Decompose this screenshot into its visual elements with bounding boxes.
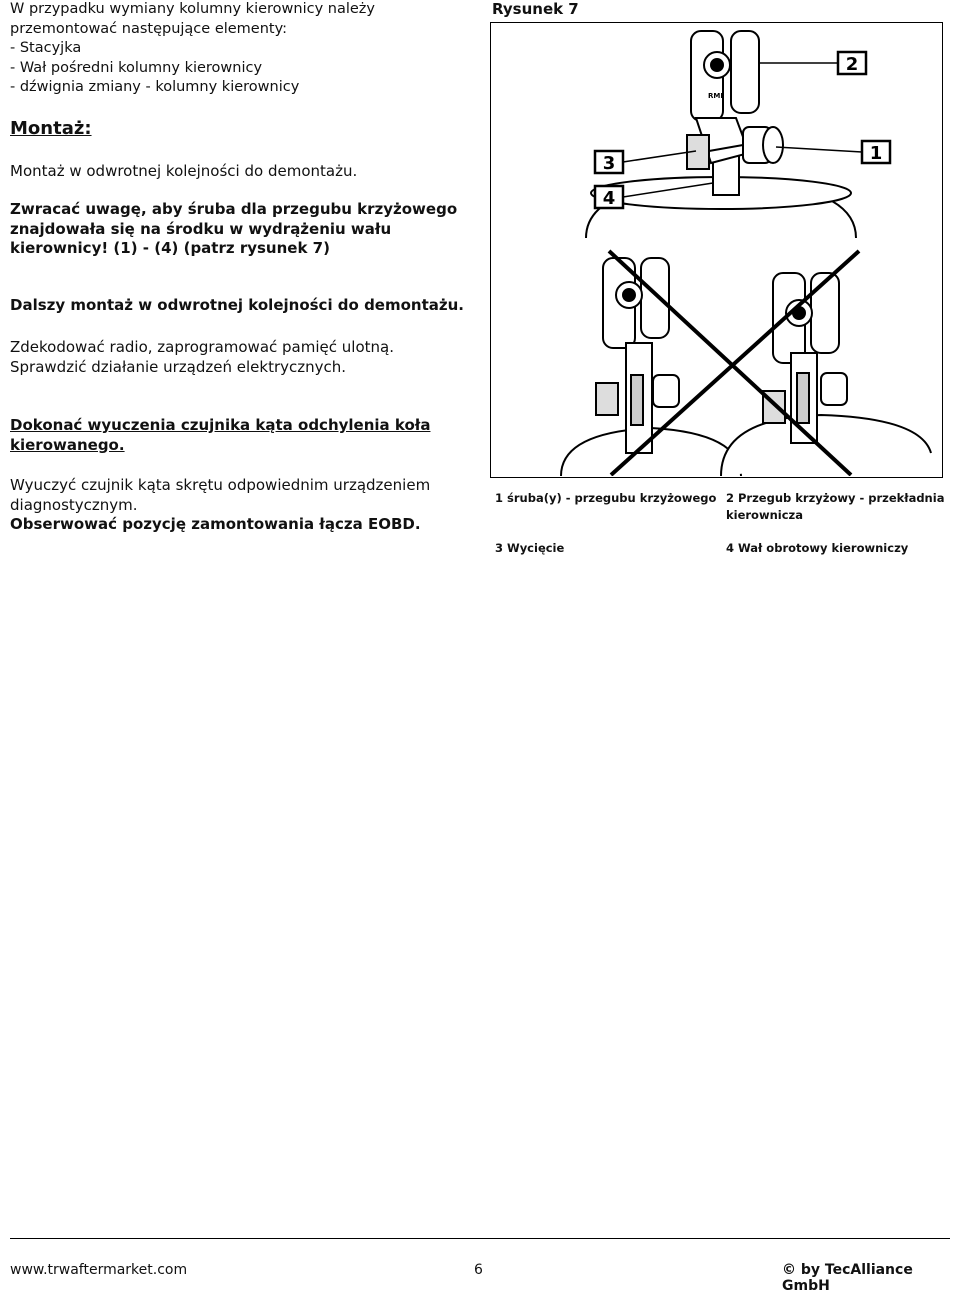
correct-mount-drawing (586, 31, 856, 238)
footer-url: www.trwaftermarket.com (10, 1262, 188, 1278)
callout-2-label: 2 (845, 54, 859, 75)
callout-3-label: 3 (602, 153, 616, 174)
page-number: 6 (474, 1262, 483, 1278)
legend-item-1: 1 śruba(y) - przegubu krzyżowego (495, 491, 717, 505)
intro-item: - dźwignia zmiany - kolumny kierownicy (10, 79, 300, 95)
sensor-learn-line: Wyuczyć czujnik kąta skrętu odpowiednim urządzeniem diagnostycznym. (10, 476, 431, 514)
intro-item: - Stacyjka (10, 40, 82, 56)
section-heading: Montaż: (10, 118, 92, 139)
legend-item-2: 2 Przegub krzyżowy - przekładnia kierownicza (726, 491, 945, 522)
paragraph-further-assembly: Dalszy montaż w odwrotnej kolejności do demontażu. (10, 296, 464, 314)
eobd-line: Obserwować pozycję zamontowania łącza EOBD. (10, 515, 421, 533)
legend-item-4: 4 Wał obrotowy kierowniczy (726, 541, 909, 555)
figure-title: Rysunek 7 (492, 0, 579, 18)
electrics-line: Sprawdzić działanie urządzeń elektrycznych. (10, 357, 347, 376)
paragraph-radio (10, 338, 394, 377)
incorrect-mount-drawing (561, 258, 931, 476)
paragraph-warning: Zwracać uwagę, aby śruba dla przegubu krzyżowego znajdowała się na środku w wydrążeniu wału kierownicy! (1) - (4) (patrz rysunek 7) (10, 200, 458, 257)
paragraph-sensor-learn (10, 476, 480, 535)
legend-item-3: 3 Wycięcie (495, 541, 565, 555)
intro-line-1: W przypadku wymiany kolumny kierownicy należy (10, 1, 375, 17)
intro-text (10, 0, 450, 98)
footer-copyright: © by TecAlliance GmbH (782, 1262, 913, 1294)
callout-4-label: 4 (602, 188, 616, 209)
steering-joint-illustration (491, 23, 941, 476)
intro-item: - Wał pośredni kolumny kierownicy (10, 59, 263, 76)
figure-7 (490, 22, 943, 478)
paragraph-montaz: Montaż w odwrotnej kolejności do demontażu. (10, 162, 358, 180)
callout-1-label: 1 (869, 143, 883, 164)
paragraph-sensor-heading: Dokonać wyuczenia czujnika kąta odchylenia koła kierowanego. (10, 416, 431, 454)
footer-divider (10, 1238, 950, 1239)
rmi-stamp: RMI (708, 92, 723, 100)
radio-line: Zdekodować radio, zaprogramować pamięć ulotną. (10, 338, 394, 356)
intro-line-2: przemontować następujące elementy: (10, 20, 288, 37)
